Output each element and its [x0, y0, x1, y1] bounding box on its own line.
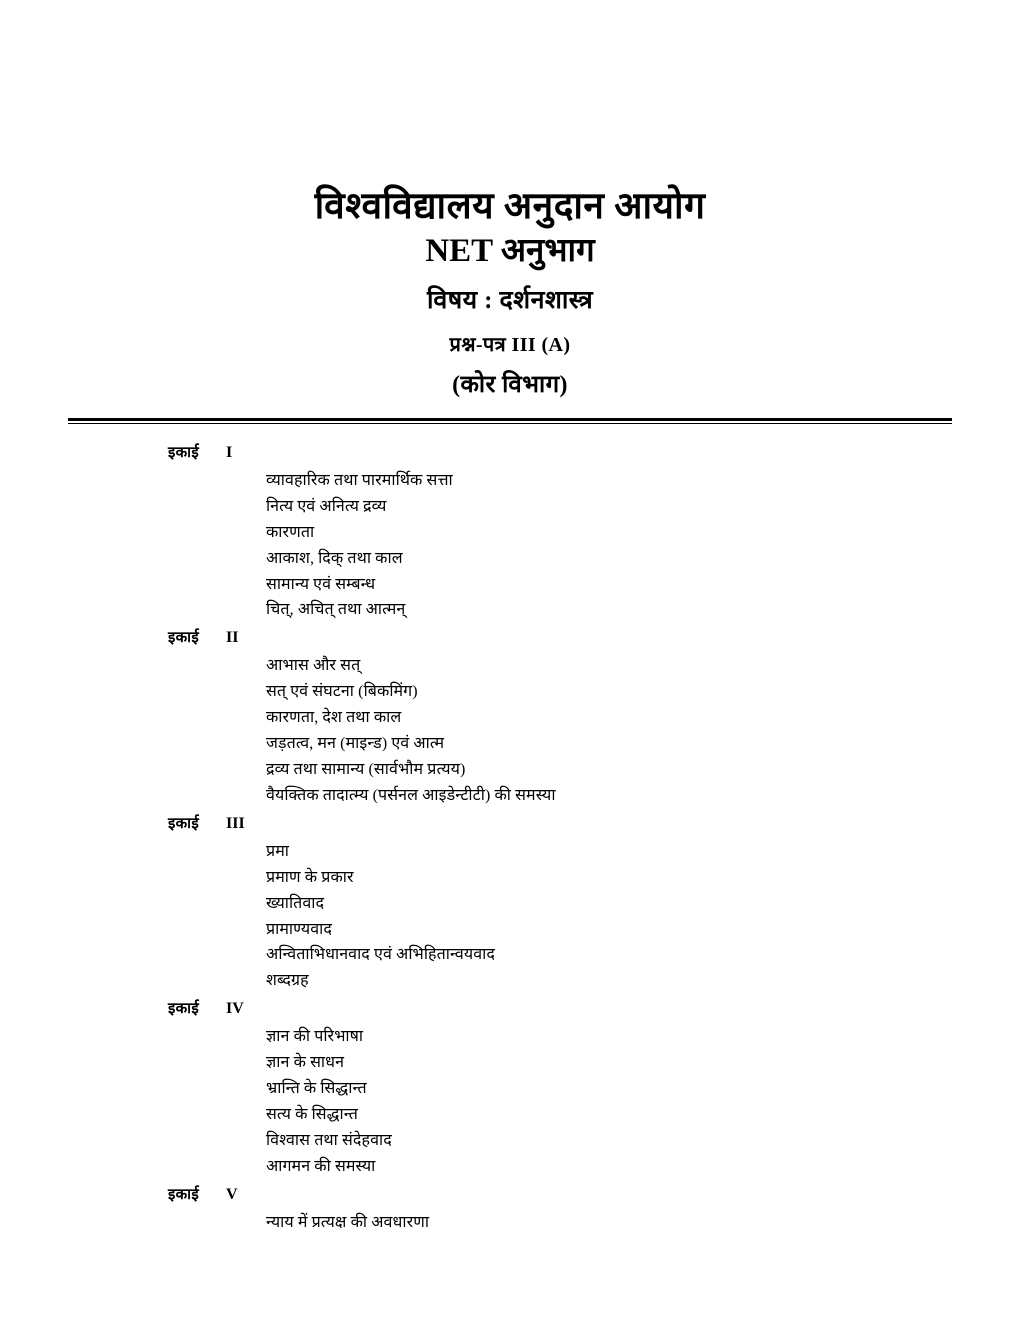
topic-item: भ्रान्ति के सिद्धान्त: [266, 1080, 367, 1098]
unit-heading: [168, 1184, 1020, 1204]
topic-item: प्रमाण के प्रकार: [266, 868, 354, 886]
topic-item: प्रमा: [266, 842, 290, 860]
topic-item: ज्ञान के साधन: [266, 1054, 345, 1072]
topic-item: ज्ञान की परिभाषा: [266, 1028, 364, 1046]
unit-label: इकाई: [168, 1186, 200, 1203]
topic-item: जड़तत्व, मन (माइन्ड) एवं आत्म: [266, 735, 445, 753]
topic-item: शब्दग्रह: [266, 972, 309, 990]
unit-number: I: [226, 443, 233, 461]
topic-item: आगमन की समस्या: [266, 1157, 376, 1175]
unit-heading: [168, 442, 1020, 462]
unit-block: [168, 442, 1020, 623]
section-title: NET अनुभाग: [425, 232, 595, 269]
syllabus-content: [0, 442, 1020, 1236]
topic-item: अन्विताभिधानवाद एवं अभिहितान्वयवाद: [266, 946, 495, 964]
topic-item: ख्यातिवाद: [266, 894, 325, 912]
unit-number: III: [226, 814, 245, 832]
division-line: (कोर विभाग): [452, 371, 568, 398]
unit-topic-list: [168, 468, 1020, 623]
unit-topic-list: [168, 653, 1020, 808]
unit-topic-list: [168, 839, 1020, 994]
topic-item: आभास और सत्: [266, 657, 361, 675]
divider-thick-line: [68, 418, 952, 421]
unit-block: [168, 813, 1020, 994]
unit-label: इकाई: [168, 444, 200, 461]
paper-line: प्रश्न-पत्र III (A): [449, 333, 571, 356]
unit-heading: [168, 627, 1020, 647]
unit-number: V: [226, 1185, 238, 1203]
document-header: [0, 0, 1020, 400]
topic-item: आकाश, दिक् तथा काल: [266, 549, 403, 567]
unit-block: [168, 998, 1020, 1179]
topic-item: व्यावहारिक तथा पारमार्थिक सत्ता: [266, 471, 453, 489]
unit-number: IV: [226, 1000, 244, 1018]
unit-label: इकाई: [168, 1001, 200, 1018]
unit-topic-list: [168, 1210, 1020, 1236]
unit-topic-list: [168, 1024, 1020, 1179]
unit-label: इकाई: [168, 815, 200, 832]
unit-block: [168, 627, 1020, 808]
topic-item: प्रामाण्यवाद: [266, 920, 332, 938]
divider-thin-line: [68, 423, 952, 424]
topic-item: द्रव्य तथा सामान्य (सार्वभौम प्रत्यय): [266, 760, 466, 778]
unit-heading: [168, 813, 1020, 833]
topic-item: चित्, अचित् तथा आत्मन्: [266, 601, 406, 619]
topic-item: कारणता, देश तथा काल: [266, 709, 402, 727]
topic-item: सत्य के सिद्धान्त: [266, 1105, 358, 1123]
topic-item: कारणता: [266, 523, 315, 541]
unit-label: इकाई: [168, 630, 200, 647]
topic-item: न्याय में प्रत्यक्ष की अवधारणा: [266, 1213, 430, 1231]
organization-title: विश्वविद्यालय अनुदान आयोग: [314, 186, 706, 227]
unit-heading: [168, 998, 1020, 1018]
topic-item: सामान्य एवं सम्बन्ध: [266, 575, 376, 593]
header-divider: [68, 418, 952, 424]
topic-item: वैयक्तिक तादात्म्य (पर्सनल आइडेन्टीटी) की समस्या: [266, 786, 556, 804]
topic-item: नित्य एवं अनित्य द्रव्य: [266, 497, 387, 515]
topic-item: विश्वास तथा संदेहवाद: [266, 1131, 392, 1149]
topic-item: सत् एवं संघटना (बिकमिंग): [266, 683, 418, 701]
unit-block: [168, 1184, 1020, 1236]
subject-line: विषय : दर्शनशास्त्र: [426, 286, 594, 314]
unit-number: II: [226, 629, 239, 647]
